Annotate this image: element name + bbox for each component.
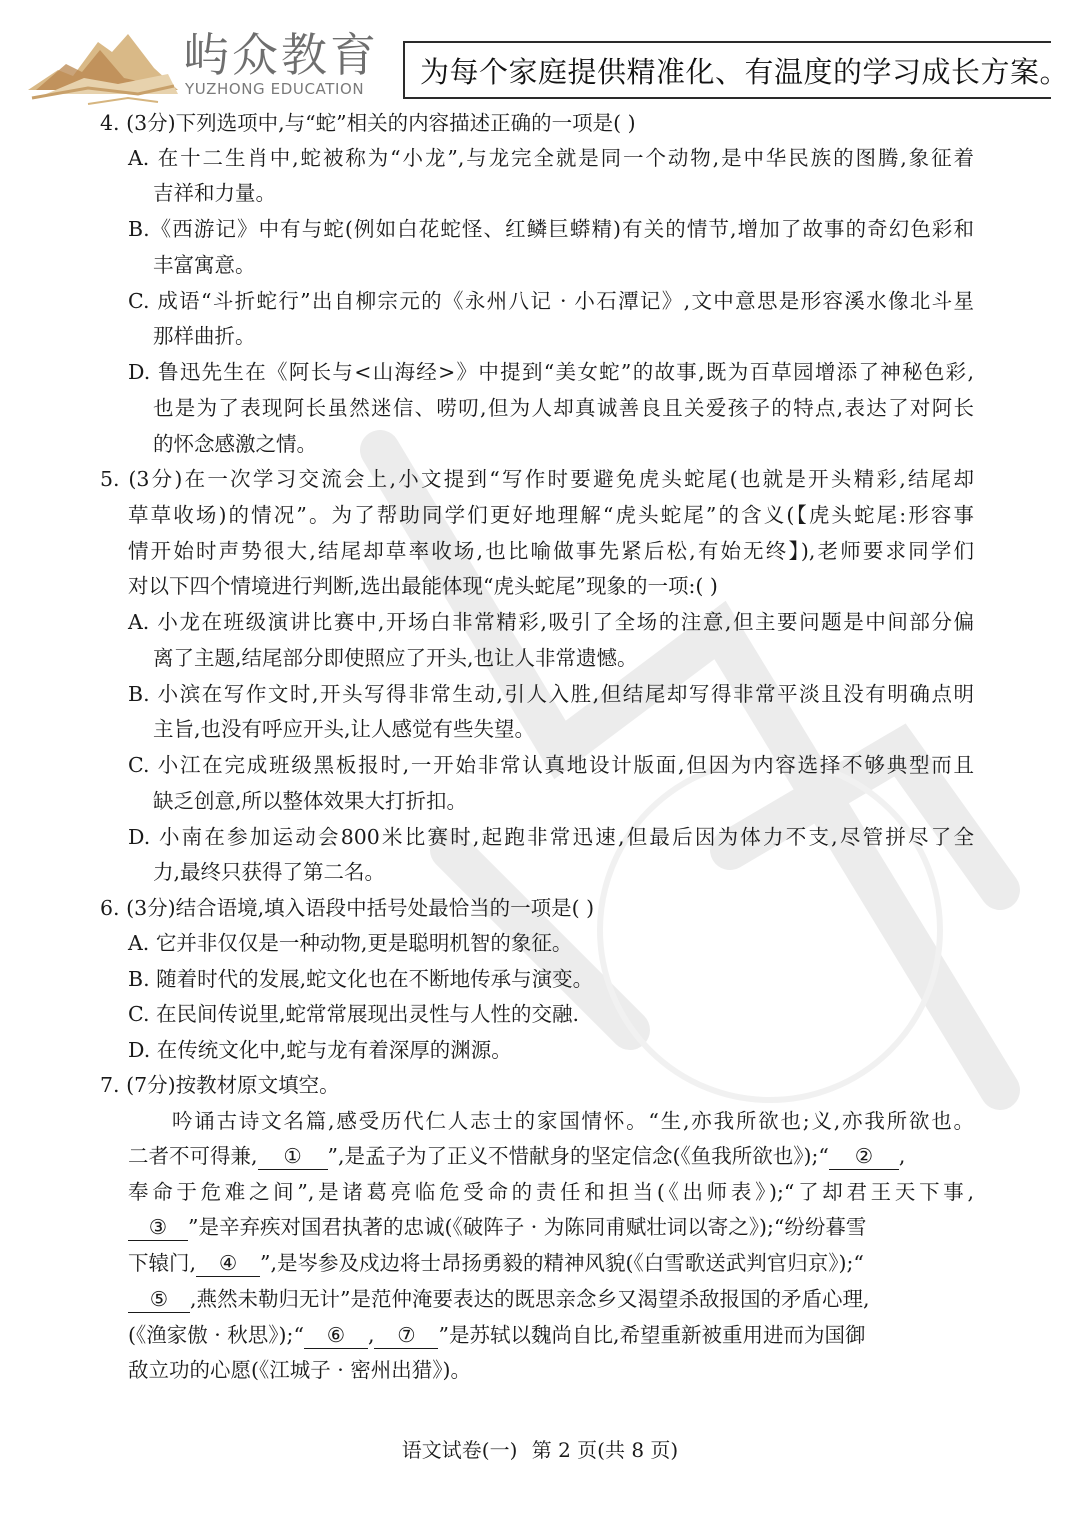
question-5-stem: 5. (3分)在一次学习交流会上,小文提到“写作时要避免虎头蛇尾(也就是开头精彩,结尾却	[100, 467, 974, 491]
q4-option-a-cont: 吉祥和力量。	[153, 181, 276, 205]
q5-option-b-cont: 主旨,也没有呼应开头,让人感觉有些失望。	[153, 717, 536, 741]
brand-name-english: YUZHONG EDUCATION	[185, 80, 365, 98]
q5-option-a-cont: 离了主题,结尾部分即使照应了开头,也让人非常遗憾。	[153, 646, 638, 670]
fill-blank-2[interactable]: ②	[829, 1143, 899, 1170]
fill-blank-5[interactable]: ⑤	[128, 1286, 190, 1313]
q4-option-d-cont: 也是为了表现阿长虽然迷信、唠叨,但为人却真诚善良且关爱孩子的特点,表达了对阿长	[153, 396, 974, 420]
q4-option-d: D. 鲁迅先生在《阿长与<山海经>》中提到“美女蛇”的故事,既为百草园增添了神秘色彩,	[128, 360, 974, 384]
question-5-stem-4: 对以下四个情境进行判断,选出最能体现“虎头蛇尾”现象的一项:( )	[128, 574, 718, 598]
q4-option-c-cont: 那样曲折。	[153, 324, 256, 348]
q7-paragraph-line-8: 敌立功的心愿(《江城子 · 密州出猎》)。	[128, 1358, 472, 1382]
q7-paragraph-line-6: ⑤ ,燕然未勒归无计”是范仲淹要表达的既思亲念乡又渴望杀敌报国的矛盾心理,	[128, 1284, 870, 1314]
q7-paragraph-line-5: 下辕门, ④ ”,是岑参及戍边将士昂扬勇毅的精神风貌(《白雪歌送武判官归京》);“	[128, 1251, 864, 1275]
page-footer	[0, 1434, 1080, 1463]
brand-name: 屿众教育	[183, 28, 379, 82]
fill-blank-3[interactable]: ③	[128, 1214, 188, 1241]
q4-option-d-cont2: 的怀念感激之情。	[153, 432, 317, 456]
slogan: 为每个家庭提供精准化、有温度的学习成长方案。	[420, 55, 1070, 89]
question-5-stem-3: 情开始时声势很大,结尾却草率收场,也比喻做事先紧后松,有始无终】),老师要求同学们	[128, 539, 974, 563]
q6-option-b: B. 随着时代的发展,蛇文化也在不断地传承与演变。	[128, 967, 594, 991]
q5-option-d-cont: 力,最终只获得了第二名。	[153, 860, 386, 884]
exam-subject: 语文试卷(一)	[401, 1438, 518, 1462]
q4-option-a: A. 在十二生肖中,蛇被称为“小龙”,与龙完全就是同一个动物,是中华民族的图腾,象征着	[128, 146, 974, 170]
q4-option-b: B.《西游记》中有与蛇(例如白花蛇怪、红鳞巨蟒精)有关的情节,增加了故事的奇幻色彩和	[128, 217, 974, 241]
question-5-stem-2: 草草收场)的情况”。为了帮助同学们更好地理解“虎头蛇尾”的含义(【虎头蛇尾:形容事	[128, 503, 974, 527]
q7-paragraph-line-4: ③ ”是辛弃疾对国君执著的忠诚(《破阵子 · 为陈同甫赋壮词以寄之》);“纷纷暮雪	[128, 1212, 866, 1242]
q5-option-c: C. 小江在完成班级黑板报时,一开始非常认真地设计版面,但因为内容选择不够典型而且	[128, 753, 974, 777]
q5-option-b: B. 小滨在写作文时,开头写得非常生动,引人入胜,但结尾却写得非常平淡且没有明确点明	[128, 682, 974, 706]
q7-paragraph-line-7: (《渔家傲 · 秋思》);“ ⑥ , ⑦ ”是苏轼以魏尚自比,希望重新被重用进而为国御	[128, 1323, 866, 1347]
q5-option-d: D. 小南在参加运动会800米比赛时,起跑非常迅速,但最后因为体力不支,尽管拼尽了全	[128, 825, 974, 849]
q6-option-d: D. 在传统文化中,蛇与龙有着深厚的渊源。	[128, 1038, 512, 1062]
fill-blank-7[interactable]: ⑦	[374, 1322, 438, 1349]
q4-option-c: C. 成语“斗折蛇行”出自柳宗元的《永州八记 · 小石潭记》,文中意思是形容溪水像北斗星	[128, 289, 974, 313]
mountain-logo-icon	[28, 28, 178, 106]
page-header	[0, 0, 1080, 110]
q6-option-a: A. 它并非仅仅是一种动物,更是聪明机智的象征。	[128, 931, 573, 955]
question-4-stem: 4. (3分)下列选项中,与“蛇”相关的内容描述正确的一项是( )	[100, 111, 636, 135]
q5-option-a: A. 小龙在班级演讲比赛中,开场白非常精彩,吸引了全场的注意,但主要问题是中间部分偏	[128, 610, 974, 634]
q6-option-c: C. 在民间传说里,蛇常常展现出灵性与人性的交融.	[128, 1002, 580, 1026]
fill-blank-1[interactable]: ①	[258, 1143, 328, 1170]
page-number: 第 2 页(共 8 页)	[531, 1438, 679, 1462]
q4-option-b-cont: 丰富寓意。	[153, 253, 256, 277]
fill-blank-4[interactable]: ④	[196, 1250, 260, 1277]
q5-option-c-cont: 缺乏创意,所以整体效果大打折扣。	[153, 789, 468, 813]
fill-blank-6[interactable]: ⑥	[304, 1322, 368, 1349]
question-7-stem: 7. (7分)按教材原文填空。	[100, 1073, 340, 1097]
q7-paragraph-line-2: 二者不可得兼, ① ”,是孟子为了正义不惜献身的坚定信念(《鱼我所欲也》);“ ② ,	[128, 1144, 906, 1168]
q7-paragraph-line-3: 奉命于危难之间”,是诸葛亮临危受命的责任和担当(《出师表》);“了却君王天下事,	[128, 1180, 974, 1204]
question-6-stem: 6. (3分)结合语境,填入语段中括号处最恰当的一项是( )	[100, 896, 595, 920]
q7-paragraph-line-1: 吟诵古诗文名篇,感受历代仁人志士的家国情怀。“生,亦我所欲也;义,亦我所欲也。	[172, 1109, 974, 1133]
